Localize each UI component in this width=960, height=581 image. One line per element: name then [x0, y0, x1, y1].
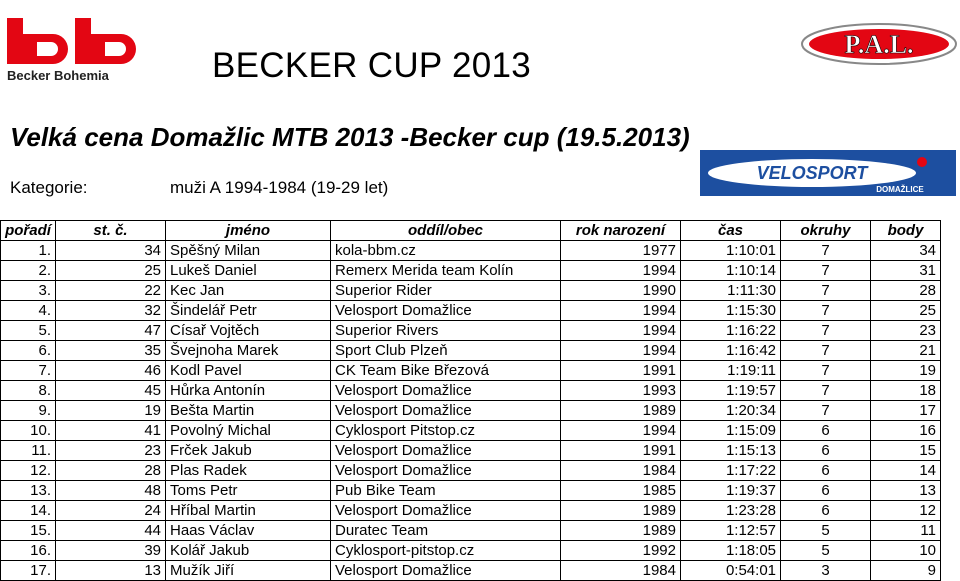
cell-name: Kolář Jakub — [166, 541, 331, 561]
cell-time: 1:10:01 — [681, 241, 781, 261]
cell-start-number: 46 — [56, 361, 166, 381]
event-subtitle: Velká cena Domažlic MTB 2013 -Becker cup (19.5.2013) — [10, 122, 690, 152]
cell-time: 1:19:57 — [681, 381, 781, 401]
cell-start-number: 35 — [56, 341, 166, 361]
cell-start-number: 48 — [56, 481, 166, 501]
cell-points: 9 — [871, 561, 941, 581]
col-header-time: čas — [681, 221, 781, 241]
cell-club: Velosport Domažlice — [331, 561, 561, 581]
cell-time: 1:19:37 — [681, 481, 781, 501]
table-row — [1, 421, 941, 441]
cell-club: CK Team Bike Březová — [331, 361, 561, 381]
cell-time: 1:16:42 — [681, 341, 781, 361]
cell-rank: 17. — [1, 561, 56, 581]
cell-time: 1:15:09 — [681, 421, 781, 441]
cell-club: kola-bbm.cz — [331, 241, 561, 261]
cell-name: Kec Jan — [166, 281, 331, 301]
cell-start-number: 22 — [56, 281, 166, 301]
col-header-laps: okruhy — [781, 221, 871, 241]
cell-laps: 7 — [781, 241, 871, 261]
cell-name: Hůrka Antonín — [166, 381, 331, 401]
cell-name: Spěšný Milan — [166, 241, 331, 261]
cell-start-number: 19 — [56, 401, 166, 421]
table-row — [1, 401, 941, 421]
cell-name: Lukeš Daniel — [166, 261, 331, 281]
cell-points: 19 — [871, 361, 941, 381]
table-row — [1, 301, 941, 321]
cell-club: Cyklosport Pitstop.cz — [331, 421, 561, 441]
cell-start-number: 45 — [56, 381, 166, 401]
svg-text:DOMAŽLICE: DOMAŽLICE — [876, 185, 924, 194]
cell-points: 14 — [871, 461, 941, 481]
cell-club: Velosport Domažlice — [331, 441, 561, 461]
cell-points: 18 — [871, 381, 941, 401]
cell-club: Pub Bike Team — [331, 481, 561, 501]
table-row — [1, 281, 941, 301]
cell-laps: 6 — [781, 501, 871, 521]
cell-name: Hříbal Martin — [166, 501, 331, 521]
cell-laps: 6 — [781, 421, 871, 441]
cell-birth-year: 1994 — [561, 261, 681, 281]
cell-name: Haas Václav — [166, 521, 331, 541]
cell-time: 1:12:57 — [681, 521, 781, 541]
cell-club: Duratec Team — [331, 521, 561, 541]
cell-birth-year: 1994 — [561, 321, 681, 341]
cell-birth-year: 1977 — [561, 241, 681, 261]
cell-name: Bešta Martin — [166, 401, 331, 421]
table-row — [1, 241, 941, 261]
col-header-name: jméno — [166, 221, 331, 241]
cell-laps: 7 — [781, 321, 871, 341]
cell-birth-year: 1991 — [561, 361, 681, 381]
cell-name: Kodl Pavel — [166, 361, 331, 381]
cell-laps: 6 — [781, 441, 871, 461]
svg-text:VELOSPORT: VELOSPORT — [756, 163, 868, 183]
cell-start-number: 44 — [56, 521, 166, 541]
page-title: BECKER CUP 2013 — [212, 46, 532, 85]
cell-points: 17 — [871, 401, 941, 421]
cell-time: 0:54:01 — [681, 561, 781, 581]
cell-laps: 7 — [781, 381, 871, 401]
cell-name: Mužík Jiří — [166, 561, 331, 581]
cell-rank: 8. — [1, 381, 56, 401]
cell-start-number: 23 — [56, 441, 166, 461]
cell-rank: 7. — [1, 361, 56, 381]
cell-points: 15 — [871, 441, 941, 461]
cell-time: 1:17:22 — [681, 461, 781, 481]
cell-rank: 15. — [1, 521, 56, 541]
cell-time: 1:20:34 — [681, 401, 781, 421]
table-row — [1, 261, 941, 281]
table-row — [1, 361, 941, 381]
cell-rank: 2. — [1, 261, 56, 281]
cell-laps: 5 — [781, 521, 871, 541]
cell-rank: 11. — [1, 441, 56, 461]
cell-name: Šindelář Petr — [166, 301, 331, 321]
cell-rank: 1. — [1, 241, 56, 261]
cell-club: Velosport Domažlice — [331, 501, 561, 521]
cell-points: 21 — [871, 341, 941, 361]
cell-name: Švejnoha Marek — [166, 341, 331, 361]
col-header-start-number: st. č. — [56, 221, 166, 241]
cell-birth-year: 1990 — [561, 281, 681, 301]
cell-rank: 12. — [1, 461, 56, 481]
col-header-rank: pořadí — [1, 221, 56, 241]
cell-laps: 7 — [781, 361, 871, 381]
cell-time: 1:18:05 — [681, 541, 781, 561]
cell-laps: 5 — [781, 541, 871, 561]
cell-start-number: 28 — [56, 461, 166, 481]
cell-club: Cyklosport-pitstop.cz — [331, 541, 561, 561]
cell-laps: 7 — [781, 281, 871, 301]
cell-laps: 7 — [781, 301, 871, 321]
cell-name: Císař Vojtěch — [166, 321, 331, 341]
cell-club: Velosport Domažlice — [331, 381, 561, 401]
cell-time: 1:11:30 — [681, 281, 781, 301]
cell-birth-year: 1984 — [561, 561, 681, 581]
cell-name: Frček Jakub — [166, 441, 331, 461]
cell-club: Velosport Domažlice — [331, 461, 561, 481]
table-header-row — [1, 221, 941, 241]
cell-club: Velosport Domažlice — [331, 401, 561, 421]
col-header-birth-year: rok narození — [561, 221, 681, 241]
cell-rank: 14. — [1, 501, 56, 521]
cell-points: 28 — [871, 281, 941, 301]
cell-points: 34 — [871, 241, 941, 261]
cell-rank: 5. — [1, 321, 56, 341]
col-header-club: oddíl/obec — [331, 221, 561, 241]
table-row — [1, 381, 941, 401]
cell-birth-year: 1994 — [561, 341, 681, 361]
table-row — [1, 341, 941, 361]
cell-points: 10 — [871, 541, 941, 561]
svg-text:P.A.L.: P.A.L. — [844, 30, 914, 59]
table-row — [1, 541, 941, 561]
cell-club: Superior Rivers — [331, 321, 561, 341]
cell-name: Povolný Michal — [166, 421, 331, 441]
table-row — [1, 501, 941, 521]
cell-points: 31 — [871, 261, 941, 281]
cell-time: 1:10:14 — [681, 261, 781, 281]
cell-rank: 10. — [1, 421, 56, 441]
cell-name: Plas Radek — [166, 461, 331, 481]
cell-club: Sport Club Plzeň — [331, 341, 561, 361]
cell-start-number: 24 — [56, 501, 166, 521]
cell-laps: 3 — [781, 561, 871, 581]
cell-birth-year: 1992 — [561, 541, 681, 561]
table-row — [1, 521, 941, 541]
cell-laps: 7 — [781, 261, 871, 281]
cell-rank: 9. — [1, 401, 56, 421]
becker-bohemia-logo — [5, 16, 137, 84]
cell-points: 12 — [871, 501, 941, 521]
cell-club: Remerx Merida team Kolín — [331, 261, 561, 281]
cell-birth-year: 1989 — [561, 401, 681, 421]
cell-start-number: 13 — [56, 561, 166, 581]
cell-birth-year: 1993 — [561, 381, 681, 401]
cell-rank: 13. — [1, 481, 56, 501]
cell-time: 1:15:13 — [681, 441, 781, 461]
cell-start-number: 47 — [56, 321, 166, 341]
results-table — [0, 220, 941, 581]
cell-points: 13 — [871, 481, 941, 501]
cell-birth-year: 1984 — [561, 461, 681, 481]
table-row — [1, 321, 941, 341]
cell-name: Toms Petr — [166, 481, 331, 501]
cell-start-number: 39 — [56, 541, 166, 561]
cell-start-number: 32 — [56, 301, 166, 321]
cell-birth-year: 1994 — [561, 301, 681, 321]
cell-time: 1:16:22 — [681, 321, 781, 341]
cell-start-number: 25 — [56, 261, 166, 281]
category-label: Kategorie: — [10, 178, 88, 197]
cell-time: 1:23:28 — [681, 501, 781, 521]
cell-birth-year: 1985 — [561, 481, 681, 501]
cell-points: 23 — [871, 321, 941, 341]
cell-laps: 7 — [781, 401, 871, 421]
cell-laps: 7 — [781, 341, 871, 361]
pal-logo — [800, 22, 958, 66]
col-header-points: body — [871, 221, 941, 241]
cell-time: 1:15:30 — [681, 301, 781, 321]
cell-start-number: 41 — [56, 421, 166, 441]
cell-birth-year: 1989 — [561, 501, 681, 521]
table-row — [1, 461, 941, 481]
cell-rank: 16. — [1, 541, 56, 561]
cell-rank: 6. — [1, 341, 56, 361]
category-value: muži A 1994-1984 (19-29 let) — [170, 178, 389, 197]
cell-points: 11 — [871, 521, 941, 541]
cell-rank: 3. — [1, 281, 56, 301]
cell-birth-year: 1989 — [561, 521, 681, 541]
cell-laps: 6 — [781, 481, 871, 501]
table-row — [1, 441, 941, 461]
cell-birth-year: 1994 — [561, 421, 681, 441]
cell-laps: 6 — [781, 461, 871, 481]
table-row — [1, 481, 941, 501]
cell-start-number: 34 — [56, 241, 166, 261]
velosport-logo — [700, 150, 956, 196]
svg-text:Becker Bohemia: Becker Bohemia — [7, 68, 109, 83]
cell-points: 25 — [871, 301, 941, 321]
cell-club: Velosport Domažlice — [331, 301, 561, 321]
table-row — [1, 561, 941, 581]
cell-time: 1:19:11 — [681, 361, 781, 381]
cell-club: Superior Rider — [331, 281, 561, 301]
cell-points: 16 — [871, 421, 941, 441]
cell-rank: 4. — [1, 301, 56, 321]
cell-birth-year: 1991 — [561, 441, 681, 461]
